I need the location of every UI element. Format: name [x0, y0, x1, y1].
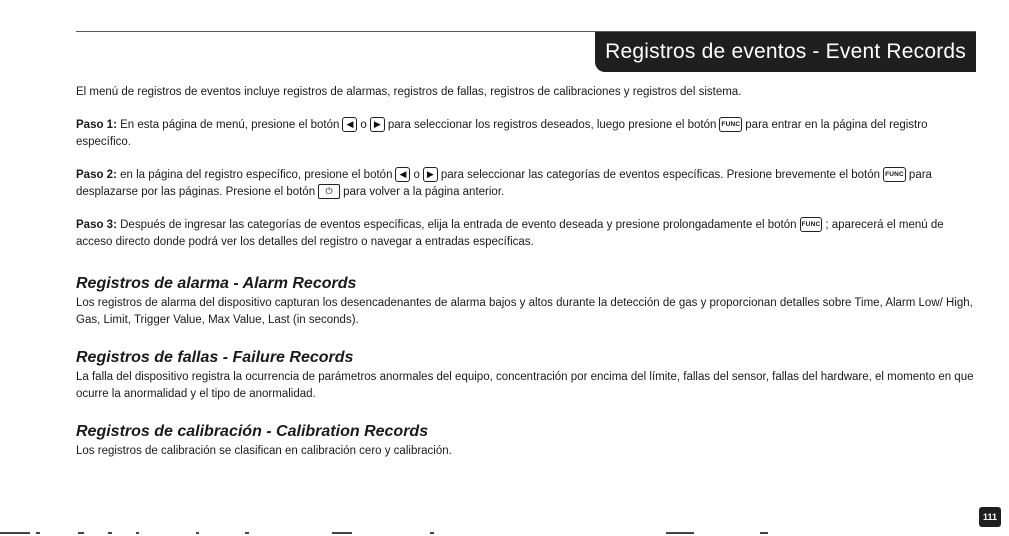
section-heading-alarm: Registros de alarma - Alarm Records: [76, 275, 357, 292]
cutoff-fragment: [108, 532, 112, 534]
section-heading-calibration: Registros de calibración - Calibration Records: [76, 423, 429, 440]
cutoff-fragment: [36, 532, 40, 534]
func-button-icon: FUNC: [883, 167, 906, 182]
page-title: Registros de eventos - Event Records: [595, 32, 976, 72]
right-arrow-button-icon: ▶: [370, 117, 385, 132]
step-2-text-c: para seleccionar las categorías de eventos específicas. Presione brevemente el botón: [440, 169, 881, 181]
cutoff-fragment: [78, 532, 84, 534]
step-2-text-d: para desplazarse por las páginas. Presione el botón: [76, 169, 932, 198]
document-body: [76, 84, 980, 460]
cutoff-fragment: [430, 532, 434, 534]
step-2-text-e: para volver a la página anterior.: [343, 186, 505, 198]
step-3: [76, 217, 980, 251]
step-1: [76, 117, 980, 151]
step-2-text-a: en la página del registro específico, presione el botón: [116, 169, 393, 181]
cutoff-fragment: [332, 532, 352, 534]
step-1-text-b: o: [360, 119, 367, 131]
step-1-text-a: En esta página de menú, presione el botón: [116, 119, 340, 131]
step-1-text-c: para seleccionar los registros deseados, luego presione el botón: [387, 119, 717, 131]
bottom-cutoff-text-fragments: [0, 530, 790, 536]
step-1-text-d: para entrar en la página del registro específico.: [76, 119, 928, 148]
cutoff-fragment: [245, 532, 249, 534]
cutoff-fragment: [666, 532, 694, 534]
page-number: 111: [979, 507, 1001, 527]
intro-paragraph: El menú de registros de eventos incluye registros de alarmas, registros de fallas, registros de calibraciones y registros del sistema.: [76, 86, 742, 98]
step-2-text-b: o: [413, 169, 420, 181]
left-arrow-button-icon: ◀: [395, 167, 410, 182]
cutoff-fragment: [196, 532, 199, 534]
step-2: [76, 167, 980, 201]
step-3-text-b: ; aparecerá el menú de acceso directo donde podrá ver los detalles del registro o navegar a entradas específicas.: [76, 219, 944, 248]
step-3-label: Paso 3:: [76, 219, 117, 231]
power-button-icon: ⏻: [318, 184, 340, 199]
func-button-icon: FUNC: [719, 117, 742, 132]
section-text-alarm: Los registros de alarma del dispositivo capturan los desencadenantes de alarma bajos y altos durante la detección de gas y proporcionan detalles sobre Time, Alarm Low/ High, Gas, Limit, Trigger Value, Max Value, Last (in seconds).: [76, 297, 973, 326]
section-heading-failure: Registros de fallas - Failure Records: [76, 349, 354, 366]
step-1-label: Paso 1:: [76, 119, 117, 131]
cutoff-fragment: [136, 532, 139, 534]
right-arrow-button-icon: ▶: [423, 167, 438, 182]
cutoff-fragment: [760, 532, 768, 534]
left-arrow-button-icon: ◀: [342, 117, 357, 132]
section-text-calibration: Los registros de calibración se clasifican en calibración cero y calibración.: [76, 445, 452, 457]
func-button-icon: FUNC: [800, 217, 823, 232]
cutoff-fragment: [0, 532, 30, 534]
step-2-label: Paso 2:: [76, 169, 117, 181]
section-text-failure: La falla del dispositivo registra la ocurrencia de parámetros anormales del equipo, concentración por encima del límite, fallas del sensor, fallas del hardware, el momento en que ocurre la anormalidad y el tipo de anormalidad.: [76, 371, 974, 400]
step-3-text-a: Después de ingresar las categorías de eventos específicas, elija la entrada de evento deseada y presione prolongadamente el botón: [116, 219, 797, 231]
